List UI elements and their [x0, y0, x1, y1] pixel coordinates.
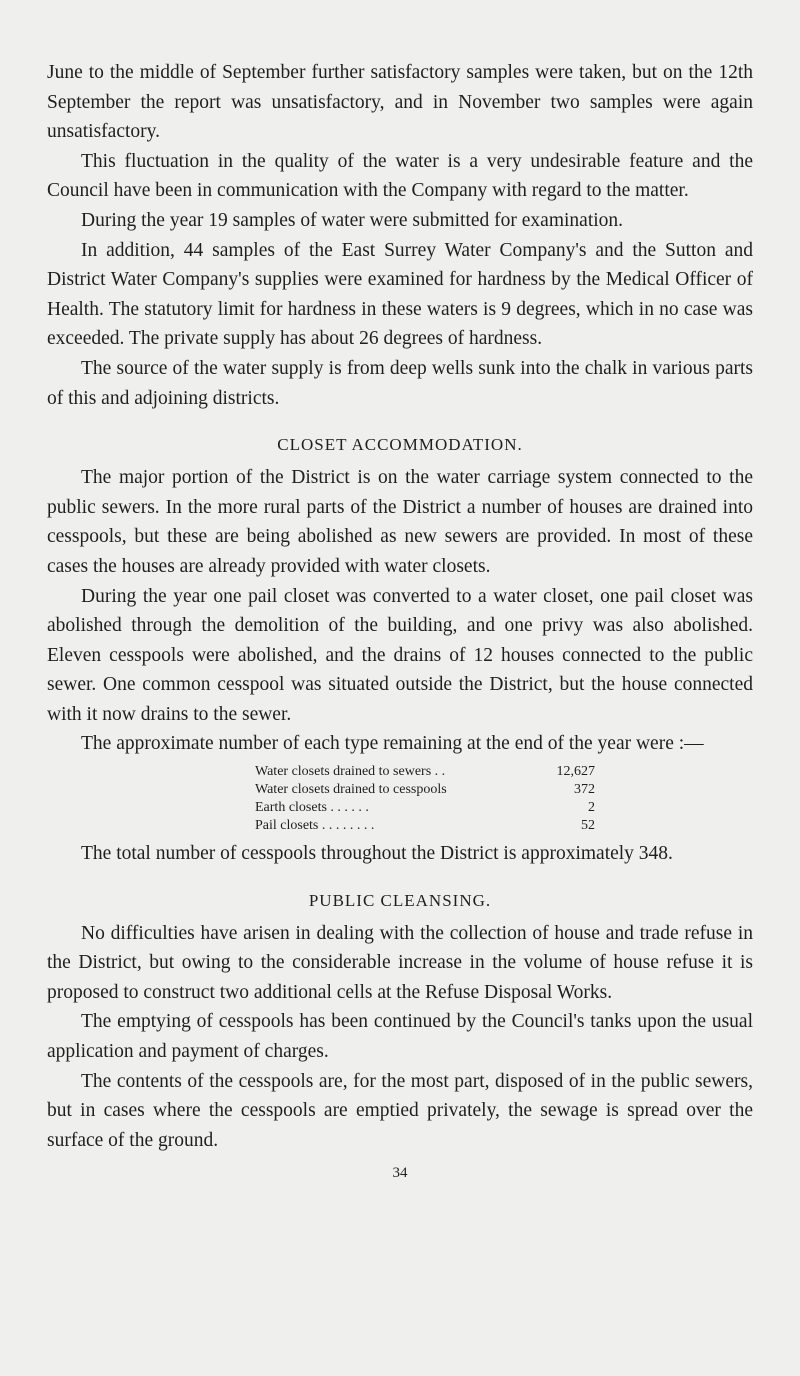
- paragraph-fluctuation: This fluctuation in the quality of the water is a very undesirable feature and the Council have been in communication with the Company with regard to the matter.: [47, 150, 753, 202]
- table-row: [255, 817, 595, 835]
- row-value: 372: [574, 782, 595, 798]
- row-value: 12,627: [556, 764, 595, 780]
- paragraph-disposal: The contents of the cesspools are, for the most part, disposed of in the public sewers, but in cases where the cesspools are emptied privately, the sewage is spread over the surface of the ground.: [47, 1070, 753, 1151]
- paragraph-total-cesspools: The total number of cesspools throughout the District is approximately 348.: [81, 843, 673, 865]
- row-value: 2: [588, 800, 595, 816]
- heading-closet-accommodation: CLOSET ACCOMMODATION.: [277, 435, 523, 455]
- heading-public-cleansing: PUBLIC CLEANSING.: [308, 890, 492, 910]
- paragraph-water-samples: June to the middle of September further satisfactory samples were taken, but on the 12th September the report was unsatisfactory, and in November two samples were again unsatisfactory.: [47, 62, 753, 143]
- closet-table: [255, 763, 595, 835]
- table-row: [255, 763, 595, 781]
- row-label: Earth closets . . . . . .: [255, 800, 369, 816]
- row-label: Pail closets . . . . . . . .: [255, 818, 375, 834]
- document-page: [47, 58, 753, 1182]
- page-number: 34: [392, 1165, 408, 1182]
- paragraph-approximate-number: The approximate number of each type remaining at the end of the year were :—: [81, 733, 704, 755]
- paragraph-samples-count: During the year 19 samples of water were submitted for examination.: [81, 209, 624, 231]
- paragraph-emptying-cesspools: The emptying of cesspools has been continued by the Council's tanks upon the usual application and payment of charges.: [47, 1011, 753, 1063]
- table-row: [255, 799, 595, 817]
- paragraph-water-source: The source of the water supply is from deep wells sunk into the chalk in various parts of this and adjoining districts.: [47, 357, 753, 409]
- paragraph-carriage-system: The major portion of the District is on the water carriage system connected to the public sewers. In the more rural parts of the District a number of houses are drained into cesspools, but these are being abolished as new sewers are provided. In most of these cases the houses are already provided with water closets.: [47, 467, 753, 577]
- table-row: [255, 781, 595, 799]
- paragraph-hardness: In addition, 44 samples of the East Surrey Water Company's and the Sutton and District Water Company's supplies were examined for hardness by the Medical Officer of Health. The statutory limit for hardness in these waters is 9 degrees, which in no case was exceeded. The private supply has about 26 degrees of hardness.: [47, 239, 753, 350]
- paragraph-conversions: During the year one pail closet was converted to a water closet, one pail closet was abolished through the demolition of the building, and one privy was also abolished. Eleven cesspools were abolished, and the drains of 12 houses connected to the public sewer. One common cesspool was situated outside the District, but the house connected with it now drains to the sewer.: [47, 585, 753, 725]
- paragraph-refuse-collection: No difficulties have arisen in dealing with the collection of house and trade refuse in the District, but owing to the considerable increase in the volume of house refuse it is proposed to construct two additional cells at the Refuse Disposal Works.: [47, 922, 753, 1003]
- row-value: 52: [581, 818, 595, 834]
- row-label: Water closets drained to cesspools: [255, 782, 447, 798]
- row-label: Water closets drained to sewers . .: [255, 764, 446, 780]
